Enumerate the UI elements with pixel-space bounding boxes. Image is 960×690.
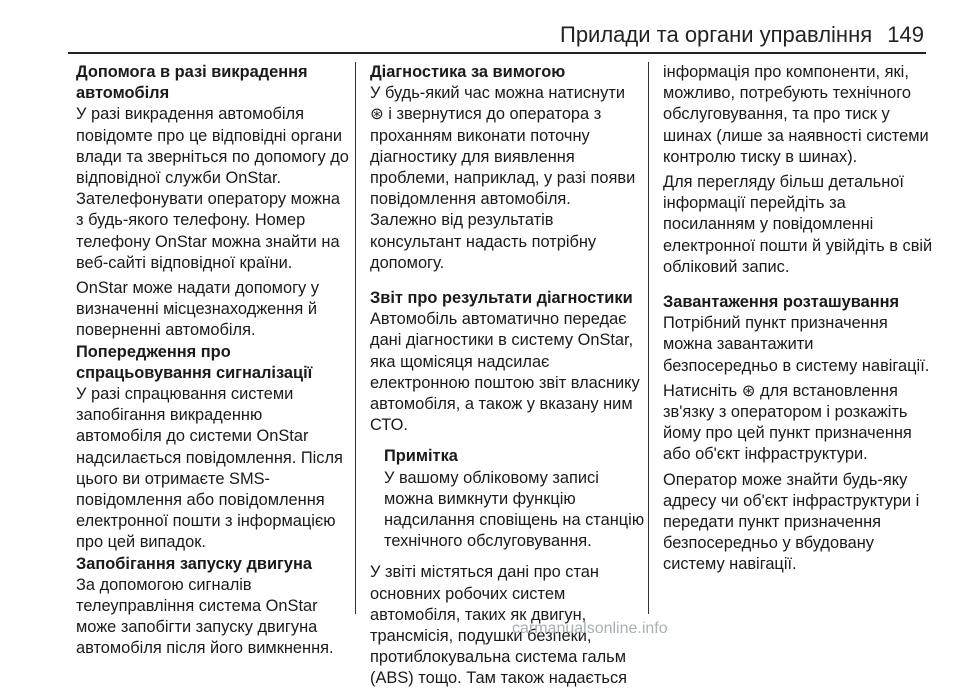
text-line: веб-сайті відповідної країни. <box>76 253 293 272</box>
text-line: можна завантажити <box>663 335 814 354</box>
text-line: спрацьовування сигналізації <box>76 363 313 382</box>
paragraph <box>663 381 935 466</box>
section-heading <box>663 292 935 313</box>
text-line: обліковий запис. <box>663 257 790 276</box>
paragraph <box>76 278 348 342</box>
text-line: Зателефонувати оператору можна <box>76 190 341 209</box>
section-heading <box>76 62 348 104</box>
text-line: (ABS) тощо. Там також надається <box>370 669 628 688</box>
spacer <box>370 552 642 562</box>
text-line: проблеми, наприклад, у разі появи <box>370 169 636 188</box>
text-line: автомобіля, а також у вказану ним <box>370 395 633 414</box>
text-line: надсилання сповіщень на станцію <box>384 511 645 530</box>
text-line: зв'язку з оператором і розкажіть <box>663 403 908 422</box>
text-line: повідомлення або повідомлення <box>76 491 325 510</box>
paragraph <box>663 62 935 168</box>
text-line: інформації перейдіть за <box>663 194 846 213</box>
text-line: Запобігання запуску двигуна <box>76 554 312 573</box>
text-line: адресу чи об'єкт інфраструктури і <box>663 491 920 510</box>
text-line: Оператор може знайти будь-яку <box>663 470 908 489</box>
text-line: систему навігації. <box>663 555 797 574</box>
text-line: Примітка <box>384 447 458 466</box>
text-line: яка щомісяця надсилає <box>370 352 550 371</box>
page-header <box>560 22 924 48</box>
paragraph <box>76 104 348 274</box>
text-line: з будь-якого телефону. Номер <box>76 211 306 230</box>
text-line: консультант надасть потрібну <box>370 232 597 251</box>
text-line: можна вимкнути функцію <box>384 489 576 508</box>
text-line: цього ви отримаєте SMS- <box>76 469 270 488</box>
paragraph <box>370 83 642 274</box>
text-line: основних робочих систем <box>370 584 566 603</box>
text-line: передати пункт призначення <box>663 513 882 532</box>
text-line: поверненні автомобіля. <box>76 321 256 340</box>
text-line: За допомогою сигналів <box>76 575 252 594</box>
paragraph <box>663 313 935 377</box>
paragraph <box>663 470 935 576</box>
text-line: обслуговування, та про тиск у <box>663 105 890 124</box>
spacer <box>370 274 642 288</box>
column-divider <box>648 62 649 614</box>
text-line: СТО. <box>370 416 408 435</box>
text-line: безпосередньо у вбудовану <box>663 534 874 553</box>
section-heading <box>76 342 348 384</box>
section-heading <box>370 288 642 309</box>
paragraph <box>76 575 348 660</box>
spacer <box>663 278 935 292</box>
text-line: повідомте про це відповідні органи <box>76 126 343 145</box>
text-line: запобігання викраденню <box>76 406 263 425</box>
header-rule <box>68 52 926 54</box>
text-line: телефону OnStar можна знайти на <box>76 232 340 251</box>
text-line: У разі спрацювання системи <box>76 385 294 404</box>
text-line: може запобігти запуску двигуна <box>76 618 318 637</box>
text-line: шинах (лише за наявності системи <box>663 126 929 145</box>
text-line: Для перегляду більш детальної <box>663 173 904 192</box>
text-line: У разі викрадення автомобіля <box>76 105 304 124</box>
text-line: автомобіля, таких як двигун, <box>370 605 587 624</box>
page-number: 149 <box>887 22 924 47</box>
paragraph <box>76 384 348 554</box>
note-heading <box>370 446 642 467</box>
section-heading <box>76 554 348 575</box>
text-line: Попередження про <box>76 342 231 361</box>
text-line: надсилається повідомлення. Після <box>76 448 343 467</box>
spacer <box>370 436 642 446</box>
text-line: електронної пошти й увійдіть в свій <box>663 236 933 255</box>
text-line: технічного обслуговування. <box>384 532 592 551</box>
text-line: відповідної служби OnStar. <box>76 169 282 188</box>
watermark: carmanualsonline.info <box>512 620 668 637</box>
text-line: допомогу. <box>370 253 445 272</box>
text-line: У вашому обліковому записі <box>384 468 599 487</box>
column-divider <box>355 62 356 614</box>
text-line: телеуправління система OnStar <box>76 597 318 616</box>
text-line: або об'єкт інфраструктури. <box>663 445 868 464</box>
text-line: діагностику для виявлення <box>370 147 575 166</box>
column-2 <box>370 62 645 690</box>
column-1 <box>76 62 348 660</box>
text-line: Натисніть ⊛ для встановлення <box>663 381 898 400</box>
text-line: OnStar може надати допомогу у <box>76 279 319 298</box>
section-heading <box>370 62 642 83</box>
text-line: про цей випадок. <box>76 533 206 552</box>
text-line: протиблокувальна система гальм <box>370 648 626 667</box>
paragraph <box>663 172 935 278</box>
text-line: інформація про компоненти, які, <box>663 63 909 81</box>
text-line: Завантаження розташування <box>663 293 900 312</box>
text-line: безпосередньо в систему навігації. <box>663 356 930 375</box>
text-line: автомобіля до системи OnStar <box>76 427 309 446</box>
text-line: проханням виконати поточну <box>370 126 590 145</box>
note-text <box>370 468 645 553</box>
text-line: повідомлення автомобіля. <box>370 190 571 209</box>
text-line: посиланням у повідомленні <box>663 215 874 234</box>
text-line: автомобіля після його вимкнення. <box>76 639 334 658</box>
paragraph <box>370 309 642 436</box>
text-line: електронною поштою звіт власнику <box>370 373 640 392</box>
text-line: ⊛ і звернутися до оператора з <box>370 105 602 124</box>
text-line: трансмісія, подушки безпеки, <box>370 627 592 646</box>
text-line: контролю тиску в шинах). <box>663 147 858 166</box>
text-line: Діагностика за вимогою <box>370 63 566 81</box>
text-line: визначенні місцезнаходження й <box>76 300 317 319</box>
text-line: можливо, потребують технічного <box>663 84 911 103</box>
text-line: У будь-який час можна натиснути <box>370 84 625 103</box>
text-line: дані діагностики в систему OnStar, <box>370 331 634 350</box>
page-title: Прилади та органи управління <box>560 22 873 47</box>
text-line: влади та зверніться по допомогу до <box>76 147 349 166</box>
text-line: йому про цей пункт призначення <box>663 424 912 443</box>
text-line: автомобіля <box>76 84 170 103</box>
text-line: Залежно від результатів <box>370 211 554 230</box>
text-line: Потрібний пункт призначення <box>663 314 888 333</box>
text-line: Допомога в разі викрадення <box>76 63 308 81</box>
text-line: Звіт про результати діагностики <box>370 289 633 308</box>
text-line: Автомобіль автоматично передає <box>370 310 627 329</box>
text-line: У звіті містяться дані про стан <box>370 563 599 582</box>
column-3 <box>663 62 935 576</box>
text-line: електронної пошти з інформацією <box>76 512 336 531</box>
